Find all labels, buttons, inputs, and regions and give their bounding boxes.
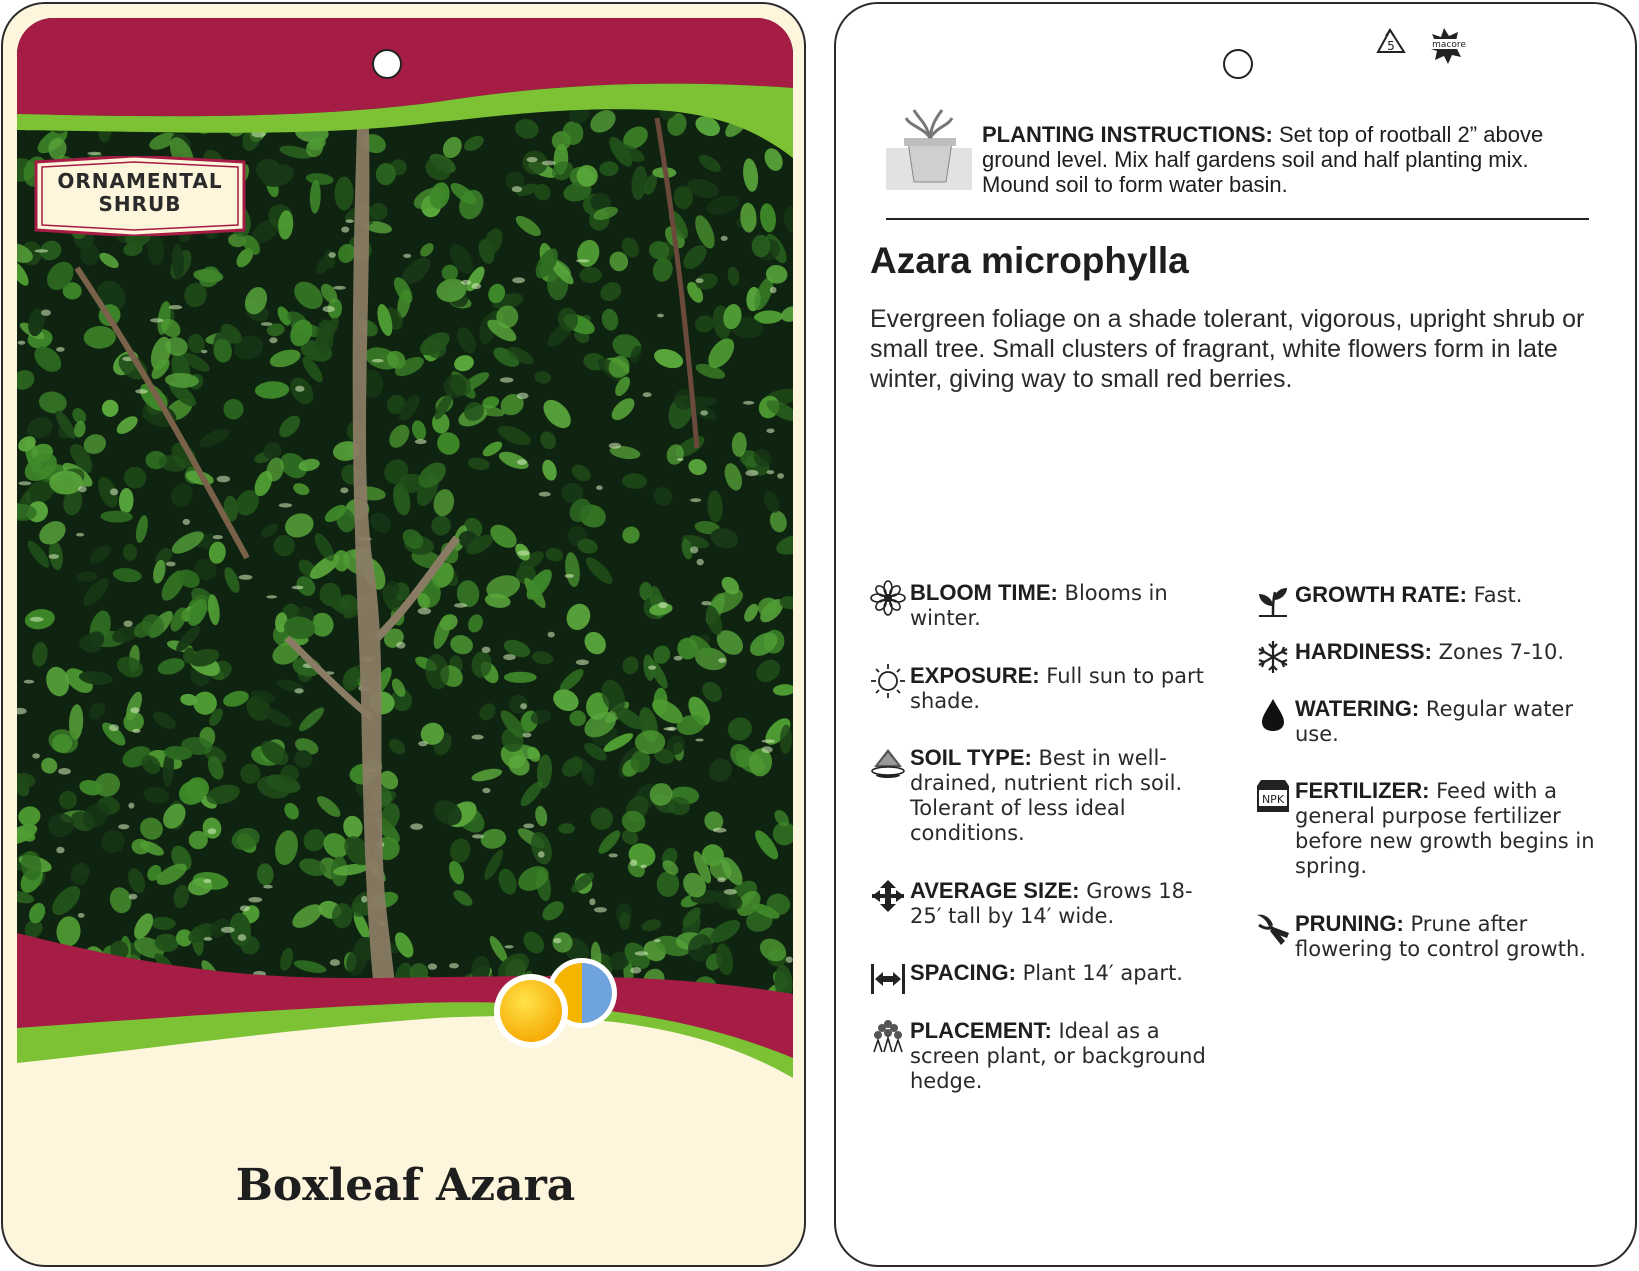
category-badge [34, 156, 246, 236]
placement-icon [870, 1018, 906, 1054]
attr-label: WATERING: [1295, 696, 1420, 721]
recycle-number: 5 [1387, 39, 1395, 53]
size-icon [870, 878, 906, 914]
planting-text: Set top of rootball 2” above ground level. Mix half gardens soil and half planting mix. Mound soil to form water basin. [982, 122, 1544, 197]
hang-hole [1223, 49, 1253, 79]
attr-label: EXPOSURE: [910, 663, 1040, 688]
planting-icon [886, 108, 972, 194]
pruners-icon [1255, 911, 1291, 947]
attr-label: HARDINESS: [1295, 639, 1432, 664]
attr-value: Ideal as a screen plant, or background hedge. [910, 1019, 1206, 1093]
attr-value: Regular water use. [1295, 697, 1573, 746]
svg-text:macore: macore [1432, 40, 1466, 50]
attr-value: Prune after flowering to control growth. [1295, 912, 1586, 961]
attr-value: Grows 18-25′ tall by 14′ wide. [910, 879, 1193, 928]
common-name: Boxleaf Azara [235, 1160, 576, 1211]
divider [886, 218, 1589, 220]
attr-label: PRUNING: [1295, 911, 1404, 936]
attr-label: PLACEMENT: [910, 1018, 1052, 1043]
attr-label: FERTILIZER: [1295, 778, 1430, 803]
attr-label: BLOOM TIME: [910, 580, 1058, 605]
flower-icon [870, 580, 906, 616]
macore-logo [1428, 28, 1470, 64]
planting-label: PLANTING INSTRUCTIONS: [982, 122, 1273, 147]
attr-label: AVERAGE SIZE: [910, 878, 1080, 903]
water-drop-icon [1255, 696, 1291, 732]
attr-value: Full sun to part shade. [910, 664, 1204, 713]
attr-value: Plant 14′ apart. [1015, 961, 1183, 985]
plant-description: Evergreen foliage on a shade tolerant, vigorous, upright shrub or small tree. Small clusters of fragrant, white flowers form in late winter, giving way to small red berries. [870, 305, 1585, 393]
snowflake-icon [1255, 639, 1291, 675]
front-tag [1, 2, 806, 1267]
attr-value: Blooms in winter. [910, 581, 1168, 630]
growth-icon [1255, 582, 1291, 618]
planting-instructions [886, 108, 1586, 198]
attr-value: Feed with a general purpose fertilizer before new growth begins in spring. [1295, 779, 1595, 878]
attr-value: Fast. [1466, 583, 1523, 607]
recycle-and-brand [1372, 24, 1492, 66]
hang-hole [372, 49, 402, 79]
fertilizer-icon [1255, 778, 1291, 814]
attr-value: Zones 7-10. [1431, 640, 1564, 664]
botanical-name: Azara microphylla [870, 240, 1189, 281]
sun-icon [870, 663, 906, 699]
attr-label: GROWTH RATE: [1295, 582, 1467, 607]
spacing-icon [870, 960, 906, 996]
svg-text:NPK: NPK [1261, 793, 1285, 806]
attr-value: Best in well-drained, nutrient rich soil. Tolerant of less ideal conditions. [910, 746, 1183, 845]
attr-label: SOIL TYPE: [910, 745, 1032, 770]
full-sun-icon [494, 974, 568, 1048]
badge-line-2: SHRUB [98, 192, 182, 216]
attr-label: SPACING: [910, 960, 1016, 985]
soil-icon [870, 745, 906, 781]
recycle-icon [1378, 30, 1404, 53]
badge-line-1: ORNAMENTAL [57, 169, 223, 193]
back-tag [834, 2, 1637, 1267]
